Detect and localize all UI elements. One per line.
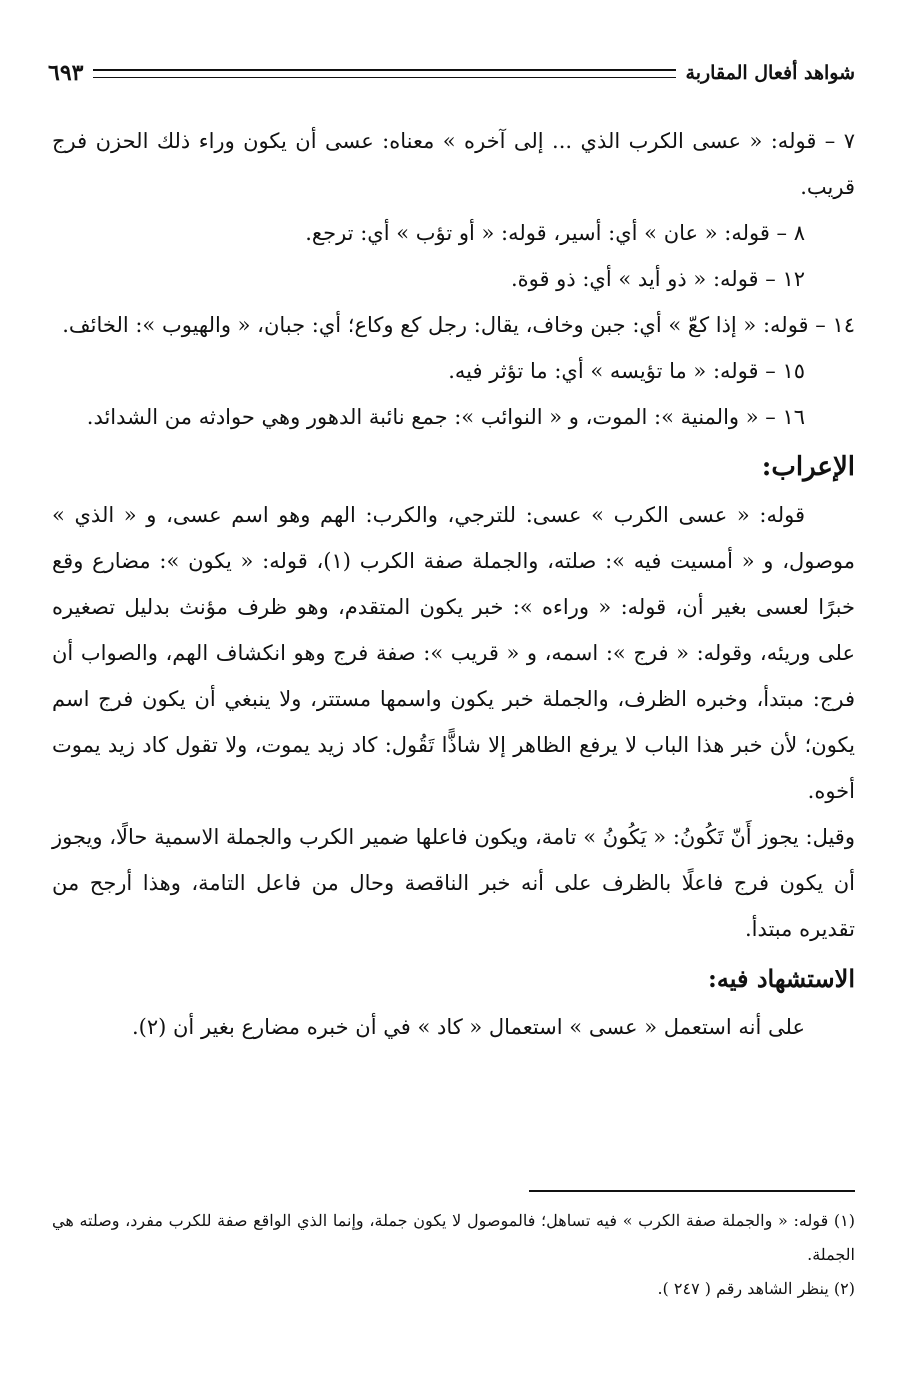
footnote-1: (١) قوله: « والجملة صفة الكرب » فيه تساهل؛ فالموصول لا يكون جملة، وإنما الذي الواقع صفة للكرب مفرد، وصلته هي الجملة.	[52, 1211, 855, 1264]
page-number: ٦٩٣	[48, 60, 84, 86]
note-15: ١٥ – قوله: « ما تؤيسه » أي: ما تؤثر فيه.	[448, 359, 805, 383]
header-rule	[93, 69, 675, 78]
page-header	[48, 56, 855, 90]
main-text	[52, 118, 855, 1050]
note-8: ٨ – قوله: « عان » أي: أسير، قوله: « أو تؤب » أي: ترجع.	[305, 221, 805, 245]
irab-paragraph-2: وقيل: يجوز أَنّ تَكُونُ: « يَكُونُ » تامة، ويكون فاعلها ضمير الكرب والجملة الاسمية حالًا، ويجوز أن يكون فرج فاعلًا بالظرف على أنه خبر الناقصة وحال من فاعل التامة، وهذا أرجح من تقديره مبتدأ.	[52, 825, 855, 941]
footnote-2: (٢) ينظر الشاهد رقم ( ٢٤٧ ).	[657, 1279, 855, 1298]
note-12: ١٢ – قوله: « ذو أيد » أي: ذو قوة.	[510, 267, 805, 291]
irab-paragraph-1: قوله: « عسى الكرب » عسى: للترجي، والكرب: الهم وهو اسم عسى، و « الذي » موصول، و « أمسيت فيه »: صلته، والجملة صفة الكرب (١)، قوله: « يكون »: مضارع وقع خبرًا لعسى بغير أن، قوله: « وراءه »: خبر يكون المتقدم، وهو ظرف مؤنث بدليل تصغيره على وريئه، وقوله: « فرج »: اسمه، و « قريب »: صفة فرج وهو انكشاف الهم، والصواب أن فرج: مبتدأ، وخبره الظرف، والجملة خبر يكون واسمها مستتر، ولا ينبغي أن يكون فرج اسم يكون؛ لأن خبر هذا الباب لا يرفع الظاهر إلا شاذًّا تَقُول: كاد زيد يموت، ولا تقول كاد زيد يموت أخوه.	[52, 503, 856, 803]
istishhad-text: على أنه استعمل « عسى » استعمال « كاد » في أن خبره مضارع بغير أن (٢).	[131, 1015, 805, 1039]
irab-heading: الإعراب:	[761, 452, 855, 482]
footnotes	[52, 1204, 855, 1306]
note-7: ٧ – قوله: « عسى الكرب الذي ... إلى آخره » معناه: عسى أن يكون وراء ذلك الحزن فرج قريب.	[52, 129, 855, 199]
note-16: ١٦ – « والمنية »: الموت، و « النوائب »: جمع نائبة الدهور وهي حوادثه من الشدائد.	[86, 405, 805, 429]
istishhad-heading: الاستشهاد فيه:	[708, 964, 855, 993]
note-14: ١٤ – قوله: « إذا كعّ » أي: جبن وخاف، يقال: رجل كع وكاع؛ أي: جبان، « والهيوب »: الخائف.	[62, 313, 855, 337]
footnote-separator	[529, 1190, 855, 1192]
running-title: شواهد أفعال المقاربة	[685, 62, 855, 84]
